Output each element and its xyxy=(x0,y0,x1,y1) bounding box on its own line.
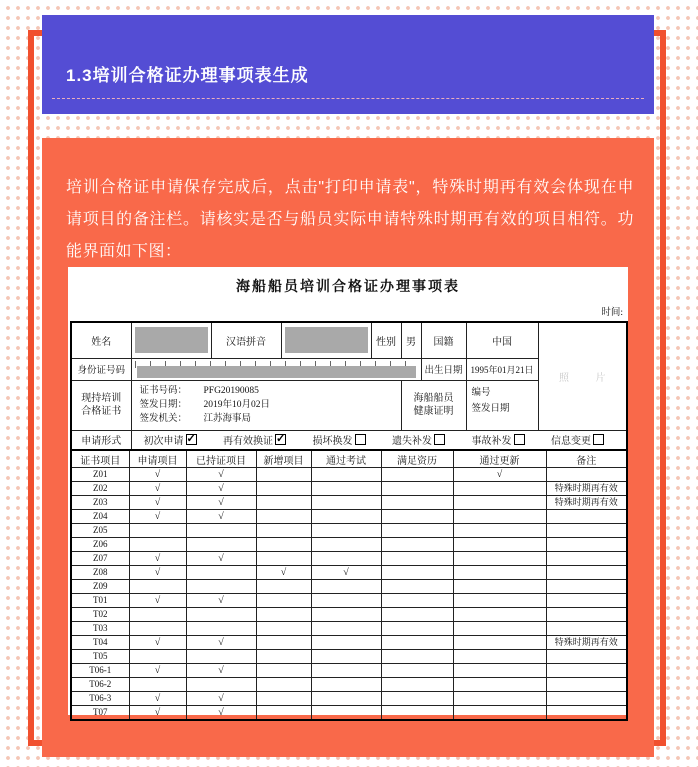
apply-option-label: 再有效换证 xyxy=(223,436,273,448)
table-row xyxy=(71,664,627,678)
birth-date-value: 1995年01月21日 xyxy=(466,358,538,380)
apply-option xyxy=(392,432,445,447)
form-title: 海船船员培训合格证办理事项表 xyxy=(236,280,460,295)
check-mark: √ xyxy=(186,468,256,482)
empty-cell xyxy=(453,496,546,510)
remark-cell xyxy=(546,580,627,594)
id-number-label: 身份证号码 xyxy=(71,358,131,380)
empty-cell xyxy=(256,608,311,622)
applicant-info-table xyxy=(70,321,628,451)
table-row xyxy=(71,608,627,622)
remark-cell xyxy=(546,468,627,482)
check-mark: √ xyxy=(311,566,381,580)
check-mark: √ xyxy=(186,664,256,678)
empty-cell xyxy=(381,552,453,566)
check-mark: √ xyxy=(186,552,256,566)
empty-cell xyxy=(381,622,453,636)
empty-cell xyxy=(311,706,381,721)
photo-placeholder: 照 片 xyxy=(538,322,627,430)
check-mark: √ xyxy=(186,594,256,608)
empty-cell xyxy=(381,678,453,692)
remark-cell xyxy=(546,510,627,524)
form-screenshot-card xyxy=(68,267,628,718)
issue-org-row xyxy=(140,412,401,426)
checkbox-checked-icon: ✓ xyxy=(186,433,196,446)
empty-cell xyxy=(381,608,453,622)
check-mark: √ xyxy=(186,482,256,496)
issue-org-label: 签发机关： xyxy=(139,414,188,424)
empty-cell xyxy=(129,622,186,636)
empty-cell xyxy=(186,608,256,622)
empty-cell xyxy=(311,524,381,538)
checkbox-unchecked-icon xyxy=(434,434,445,445)
dashed-divider xyxy=(52,98,644,99)
table-row xyxy=(71,692,627,706)
empty-cell xyxy=(129,608,186,622)
empty-cell xyxy=(256,510,311,524)
empty-cell xyxy=(453,566,546,580)
check-mark: √ xyxy=(186,510,256,524)
table-row xyxy=(71,468,627,482)
cert-item-code: T07 xyxy=(71,706,129,721)
apply-option-label: 初次申请 xyxy=(143,436,184,448)
remark-cell xyxy=(546,552,627,566)
table-row xyxy=(71,496,627,510)
apply-option-label: 遗失补发 xyxy=(392,436,432,448)
redaction-box xyxy=(137,366,416,378)
empty-cell xyxy=(186,678,256,692)
empty-cell xyxy=(256,678,311,692)
issue-date-row xyxy=(140,398,401,412)
empty-cell xyxy=(129,524,186,538)
remark-cell xyxy=(546,678,627,692)
current-cert-label-line1: 现持培训 xyxy=(81,393,122,404)
apply-option xyxy=(223,432,286,447)
table-row xyxy=(71,430,627,450)
empty-cell xyxy=(256,706,311,721)
empty-cell xyxy=(311,650,381,664)
redaction-box xyxy=(285,327,368,353)
cert-item-code: Z02 xyxy=(71,482,129,496)
check-mark: √ xyxy=(129,482,186,496)
table-row xyxy=(71,524,627,538)
empty-cell xyxy=(453,636,546,650)
remark-cell xyxy=(546,692,627,706)
empty-cell xyxy=(256,692,311,706)
remark-cell: 特殊时期再有效 xyxy=(546,496,627,510)
empty-cell xyxy=(311,482,381,496)
apply-option-label: 信息变更 xyxy=(551,436,591,448)
content-panel xyxy=(42,138,654,757)
check-mark: √ xyxy=(129,552,186,566)
empty-cell xyxy=(381,510,453,524)
empty-cell xyxy=(311,622,381,636)
gender-value: 男 xyxy=(401,322,421,358)
empty-cell xyxy=(381,566,453,580)
apply-form-options-cell xyxy=(131,430,627,450)
cert-item-code: Z09 xyxy=(71,580,129,594)
cert-item-code: Z06 xyxy=(71,538,129,552)
check-mark: √ xyxy=(186,706,256,721)
empty-cell xyxy=(453,552,546,566)
apply-option-label: 事故补发 xyxy=(471,436,512,448)
remark-cell xyxy=(546,524,627,538)
apply-option xyxy=(144,432,197,447)
empty-cell xyxy=(453,706,546,721)
checkbox-unchecked-icon xyxy=(514,434,525,445)
empty-cell xyxy=(256,468,311,482)
empty-cell xyxy=(311,594,381,608)
health-cert-fields xyxy=(466,380,538,430)
issue-date-value: 2019年10月02日 xyxy=(203,400,271,410)
empty-cell xyxy=(453,510,546,524)
cert-number-row xyxy=(140,384,401,398)
table-row xyxy=(71,552,627,566)
column-header: 证书项目 xyxy=(71,450,129,468)
pinyin-label: 汉语拼音 xyxy=(211,322,281,358)
empty-cell xyxy=(381,496,453,510)
empty-cell xyxy=(311,580,381,594)
empty-cell xyxy=(381,538,453,552)
empty-cell xyxy=(453,580,546,594)
health-cert-label xyxy=(401,380,466,430)
empty-cell xyxy=(186,524,256,538)
pinyin-redacted-cell xyxy=(281,322,371,358)
name-label: 姓名 xyxy=(71,322,131,358)
remark-cell xyxy=(546,594,627,608)
empty-cell xyxy=(381,482,453,496)
apply-option xyxy=(551,432,604,447)
apply-options xyxy=(132,432,627,447)
birth-date-label: 出生日期 xyxy=(421,358,466,380)
empty-cell xyxy=(256,664,311,678)
empty-cell xyxy=(381,594,453,608)
table-row xyxy=(71,678,627,692)
empty-cell xyxy=(453,678,546,692)
issue-date-label: 签发日期： xyxy=(139,400,188,410)
empty-cell xyxy=(256,622,311,636)
table-row xyxy=(71,566,627,580)
cert-details-cell xyxy=(131,380,401,430)
empty-cell xyxy=(453,594,546,608)
section-title: 1.3培训合格证办理事项表生成 xyxy=(66,66,309,85)
table-row xyxy=(71,622,627,636)
apply-option-label: 损坏换发 xyxy=(312,436,353,448)
empty-cell xyxy=(381,468,453,482)
check-mark: √ xyxy=(129,636,186,650)
empty-cell xyxy=(453,692,546,706)
apply-option xyxy=(472,432,525,447)
empty-cell xyxy=(311,552,381,566)
check-mark: √ xyxy=(256,566,311,580)
redaction-box xyxy=(135,327,208,353)
check-mark: √ xyxy=(186,692,256,706)
checkbox-unchecked-icon xyxy=(593,434,604,445)
cert-item-code: T02 xyxy=(71,608,129,622)
cert-number-label: 证书号码： xyxy=(139,386,188,396)
empty-cell xyxy=(256,594,311,608)
cert-item-code: T04 xyxy=(71,636,129,650)
column-header: 备注 xyxy=(546,450,627,468)
cert-item-code: Z03 xyxy=(71,496,129,510)
cert-item-code: Z05 xyxy=(71,524,129,538)
empty-cell xyxy=(311,636,381,650)
empty-cell xyxy=(381,706,453,721)
cert-item-code: Z07 xyxy=(71,552,129,566)
check-mark: √ xyxy=(129,706,186,721)
remark-cell: 特殊时期再有效 xyxy=(546,636,627,650)
remark-cell xyxy=(546,566,627,580)
cert-item-code: Z08 xyxy=(71,566,129,580)
remark-cell xyxy=(546,622,627,636)
empty-cell xyxy=(381,524,453,538)
empty-cell xyxy=(256,636,311,650)
table-row xyxy=(71,594,627,608)
empty-cell xyxy=(186,650,256,664)
empty-cell xyxy=(453,482,546,496)
empty-cell xyxy=(381,636,453,650)
column-header: 申请项目 xyxy=(129,450,186,468)
health-no-label: 编号 xyxy=(471,387,491,398)
check-mark: √ xyxy=(129,566,186,580)
empty-cell xyxy=(311,538,381,552)
health-issue-date-label: 签发日期 xyxy=(471,403,510,414)
empty-cell xyxy=(311,664,381,678)
cert-item-code: T03 xyxy=(71,622,129,636)
remark-cell xyxy=(546,650,627,664)
empty-cell xyxy=(381,580,453,594)
apply-form-label: 申请形式 xyxy=(71,430,131,450)
empty-cell xyxy=(311,510,381,524)
empty-cell xyxy=(256,552,311,566)
empty-cell xyxy=(256,524,311,538)
empty-cell xyxy=(311,678,381,692)
empty-cell xyxy=(129,580,186,594)
empty-cell xyxy=(256,538,311,552)
empty-cell xyxy=(453,622,546,636)
empty-cell xyxy=(453,524,546,538)
checkbox-checked-icon: ✓ xyxy=(276,433,286,446)
empty-cell xyxy=(186,622,256,636)
table-row xyxy=(71,636,627,650)
empty-cell xyxy=(186,566,256,580)
empty-cell xyxy=(311,692,381,706)
nationality-label: 国籍 xyxy=(421,322,466,358)
checkbox-unchecked-icon xyxy=(355,434,366,445)
column-header: 通过考试 xyxy=(311,450,381,468)
empty-cell xyxy=(129,538,186,552)
empty-cell xyxy=(453,650,546,664)
empty-cell xyxy=(186,538,256,552)
cert-item-code: T06-2 xyxy=(71,678,129,692)
check-mark: √ xyxy=(453,468,546,482)
apply-option xyxy=(313,432,366,447)
check-mark: √ xyxy=(129,594,186,608)
gender-label: 性别 xyxy=(371,322,401,358)
current-cert-label-line2: 合格证书 xyxy=(81,406,122,417)
column-header: 满足资历 xyxy=(381,450,453,468)
check-mark: √ xyxy=(186,636,256,650)
empty-cell xyxy=(256,482,311,496)
remark-cell xyxy=(546,664,627,678)
check-mark: √ xyxy=(129,510,186,524)
empty-cell xyxy=(453,608,546,622)
empty-cell xyxy=(129,650,186,664)
table-row xyxy=(71,706,627,721)
health-cert-label-line2: 健康证明 xyxy=(413,406,454,417)
issue-org-value: 江苏海事局 xyxy=(203,414,252,424)
cert-items-table xyxy=(70,449,628,721)
time-label: 时间: xyxy=(601,308,623,318)
remark-cell xyxy=(546,608,627,622)
empty-cell xyxy=(453,538,546,552)
empty-cell xyxy=(256,496,311,510)
id-number-redacted-cell xyxy=(131,358,421,380)
remark-cell: 特殊时期再有效 xyxy=(546,482,627,496)
empty-cell xyxy=(311,468,381,482)
cert-item-code: T06-1 xyxy=(71,664,129,678)
cert-item-code: T01 xyxy=(71,594,129,608)
check-mark: √ xyxy=(129,664,186,678)
empty-cell xyxy=(256,580,311,594)
column-header: 新增项目 xyxy=(256,450,311,468)
table-row xyxy=(71,538,627,552)
section-header-band xyxy=(42,15,654,114)
table-row xyxy=(71,482,627,496)
empty-cell xyxy=(311,608,381,622)
check-mark: √ xyxy=(186,496,256,510)
intro-paragraph: 培训合格证申请保存完成后，点击"打印申请表"，特殊时期再有效会体现在申请项目的备注栏。请核实是否与船员实际申请特殊时期再有效的项目相符。功能界面如下图： xyxy=(66,179,634,260)
cert-item-code: T05 xyxy=(71,650,129,664)
empty-cell xyxy=(129,678,186,692)
empty-cell xyxy=(186,580,256,594)
cert-item-code: Z04 xyxy=(71,510,129,524)
table-row xyxy=(71,580,627,594)
table-row xyxy=(71,650,627,664)
nationality-value: 中国 xyxy=(466,322,538,358)
remark-cell xyxy=(546,538,627,552)
cert-item-code: T06-3 xyxy=(71,692,129,706)
empty-cell xyxy=(381,650,453,664)
check-mark: √ xyxy=(129,692,186,706)
health-cert-label-line1: 海船船员 xyxy=(413,393,454,404)
empty-cell xyxy=(381,692,453,706)
table-row xyxy=(71,510,627,524)
empty-cell xyxy=(381,664,453,678)
name-redacted-cell xyxy=(131,322,211,358)
empty-cell xyxy=(256,650,311,664)
column-header: 已持证项目 xyxy=(186,450,256,468)
remark-cell xyxy=(546,706,627,721)
check-mark: √ xyxy=(129,468,186,482)
cert-number-value: PFG20190085 xyxy=(203,386,259,396)
empty-cell xyxy=(453,664,546,678)
items-header-row xyxy=(71,450,627,468)
cert-item-code: Z01 xyxy=(71,468,129,482)
current-cert-label xyxy=(71,380,131,430)
check-mark: √ xyxy=(129,496,186,510)
empty-cell xyxy=(311,496,381,510)
table-row xyxy=(71,322,627,358)
column-header: 通过更新 xyxy=(453,450,546,468)
